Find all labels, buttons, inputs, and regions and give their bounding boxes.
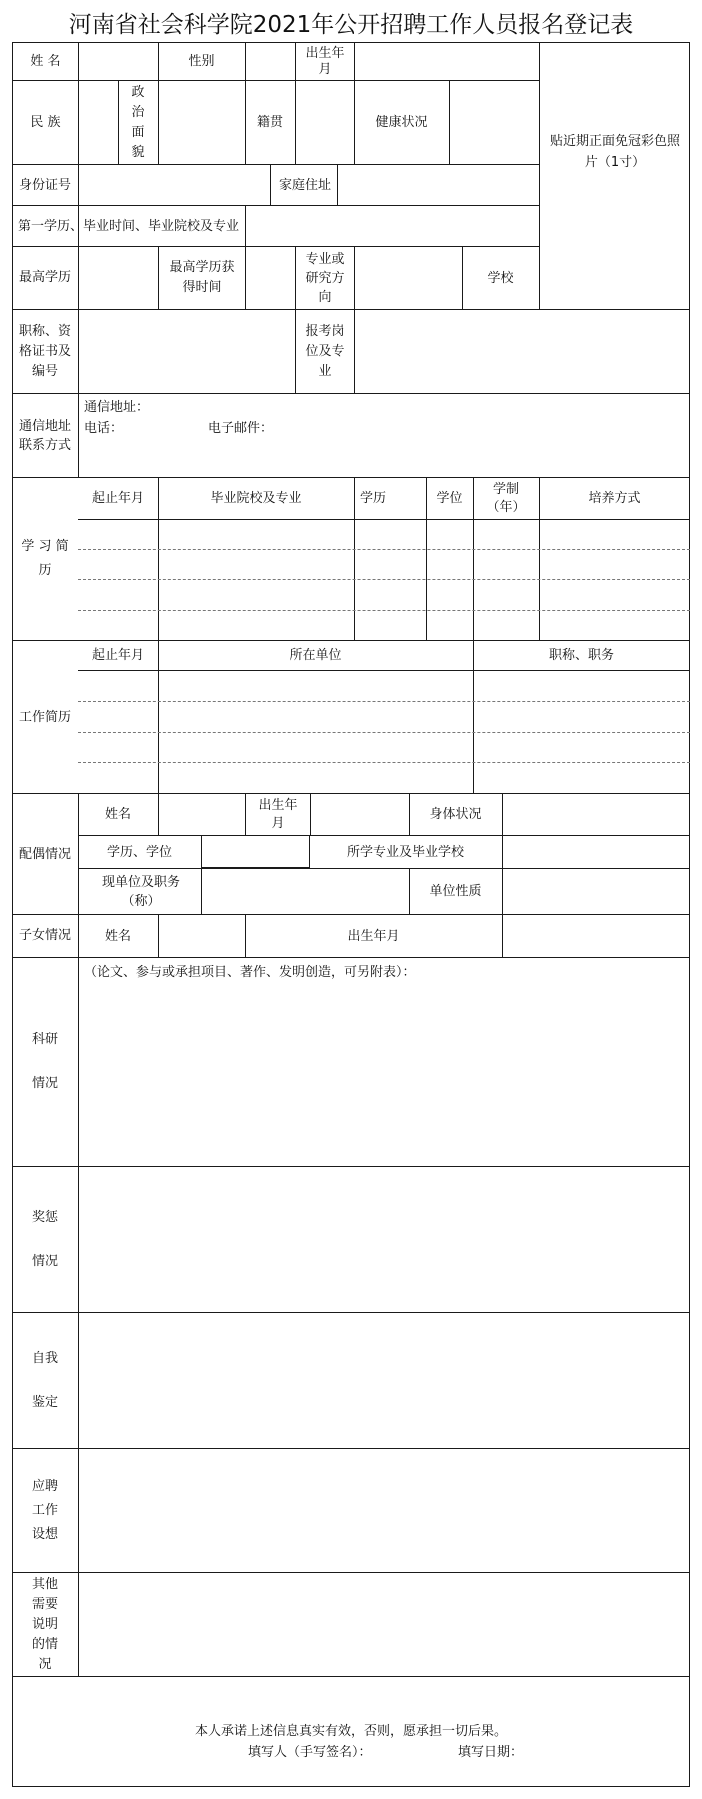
border-bottom xyxy=(12,1786,690,1787)
col-line xyxy=(295,42,296,80)
spouse-label-name: 姓名 xyxy=(104,807,131,822)
label-title-cert: 职称、资格证书及编号 xyxy=(18,323,71,379)
label-idcard: 身份证号 xyxy=(18,177,71,193)
row-line xyxy=(78,670,690,671)
spouse-label-unit-post: 现单位及职务（称） xyxy=(101,874,180,909)
dashed-row xyxy=(78,579,690,580)
spouse-label-major: 所学专业及毕业学校 xyxy=(346,844,464,860)
label-gender: 性别 xyxy=(188,54,215,69)
registration-form xyxy=(12,42,690,1787)
work-header-unit: 所在单位 xyxy=(289,648,342,663)
label-political: 政治面貌 xyxy=(131,84,145,160)
study-header-period: 起止年月 xyxy=(91,491,144,506)
self-eval-section-label: 自我鉴定 xyxy=(31,1350,58,1410)
label-health: 健康状况 xyxy=(375,115,428,130)
row-line xyxy=(12,393,690,394)
col-line xyxy=(502,914,503,957)
label-name: 姓 名 xyxy=(30,54,61,69)
row-line xyxy=(78,519,690,520)
row-line xyxy=(12,164,539,165)
col-line xyxy=(158,793,159,835)
research-section-label: 科研情况 xyxy=(31,1032,58,1091)
label-highest-time: 最高学历获得时间 xyxy=(169,260,235,295)
col-line xyxy=(118,80,119,164)
col-line xyxy=(295,80,296,164)
col-line xyxy=(354,246,355,393)
study-header-degree: 学位 xyxy=(436,491,463,506)
study-section-label: 学 习 简 历 xyxy=(21,539,69,578)
label-apply-post: 报考岗位及专业 xyxy=(305,323,345,379)
col-line xyxy=(158,246,159,309)
contact-address: 通信地址： xyxy=(84,400,150,415)
study-header-school: 毕业院校及专业 xyxy=(210,491,302,506)
children-label-birth: 出生年月 xyxy=(347,928,400,944)
study-header-mode: 培养方式 xyxy=(588,491,641,506)
spouse-label-unit-type: 单位性质 xyxy=(429,884,482,899)
spouse-label-birth: 出生年月 xyxy=(258,797,298,831)
label-native: 籍贯 xyxy=(256,115,283,130)
label-highest-edu: 最高学历 xyxy=(18,270,71,285)
work-header-period: 起止年月 xyxy=(91,648,144,663)
children-label-name: 姓名 xyxy=(104,928,131,944)
label-major-dir: 专业或研究方向 xyxy=(305,251,345,305)
label-birth: 出生年月 xyxy=(305,45,345,77)
row-line xyxy=(12,1312,690,1313)
col-line xyxy=(310,793,311,835)
border-top xyxy=(12,42,690,43)
col-line xyxy=(449,80,450,164)
study-header-edu: 学历 xyxy=(359,491,386,506)
col-line xyxy=(78,246,79,477)
label-contact: 通信地址联系方式 xyxy=(18,418,71,453)
contact-phone: 电话： xyxy=(84,421,124,436)
pledge-text: 本人承诺上述信息真实有效，否则，愿承担一切后果。 xyxy=(194,1723,507,1739)
row-line xyxy=(201,867,309,868)
dashed-row xyxy=(78,762,690,763)
contact-email: 电子邮件： xyxy=(208,421,274,436)
label-first-edu: 第一学历、毕业时间、毕业院校及专业 xyxy=(18,218,240,234)
spouse-label-health: 身体状况 xyxy=(429,807,482,822)
row-line xyxy=(12,1676,690,1677)
plan-section-label: 应聘工作设想 xyxy=(31,1478,58,1542)
other-section-label: 其他需要说明的情况 xyxy=(31,1576,58,1672)
label-school: 学校 xyxy=(487,270,514,286)
col-line xyxy=(270,164,271,205)
row-line xyxy=(12,957,690,958)
col-line xyxy=(245,246,246,309)
children-section-label: 子女情况 xyxy=(18,928,71,943)
study-header-length: 学制（年） xyxy=(486,481,526,515)
col-line xyxy=(78,957,79,1676)
col-line xyxy=(354,42,355,80)
spouse-section-label: 配偶情况 xyxy=(18,846,71,862)
row-line xyxy=(12,1572,690,1573)
form-title: 河南省社会科学院2021年公开招聘工作人员报名登记表 xyxy=(68,12,634,38)
row-line xyxy=(12,1448,690,1449)
col-line xyxy=(337,164,338,205)
col-line xyxy=(201,835,202,914)
work-section-label: 工作简历 xyxy=(18,709,71,725)
photo-placeholder: 贴近期正面免冠彩色照片（1寸） xyxy=(550,134,681,170)
dashed-row xyxy=(78,549,690,550)
col-line xyxy=(245,793,246,835)
spouse-label-degree: 学历、学位 xyxy=(106,844,172,860)
label-home: 家庭住址 xyxy=(278,177,331,193)
row-line xyxy=(12,246,539,247)
row-line xyxy=(12,1166,690,1167)
dashed-row xyxy=(78,701,690,702)
row-line xyxy=(12,309,690,310)
col-line xyxy=(502,793,503,914)
pledge-signer: 填写人（手写签名）： xyxy=(248,1744,372,1760)
work-header-title: 职称、职务 xyxy=(548,648,614,663)
awards-section-label: 奖惩情况 xyxy=(31,1209,58,1269)
research-note: （论文、参与或承担项目、著作、发明创造，可另附表）： xyxy=(84,965,416,980)
label-ethnic: 民 族 xyxy=(30,115,61,130)
col-line xyxy=(158,914,159,957)
dashed-row xyxy=(78,610,690,611)
dashed-row xyxy=(78,732,690,733)
pledge-date: 填写日期： xyxy=(458,1744,524,1760)
col-line xyxy=(245,205,246,246)
col-line xyxy=(539,42,540,309)
col-line xyxy=(295,246,296,393)
